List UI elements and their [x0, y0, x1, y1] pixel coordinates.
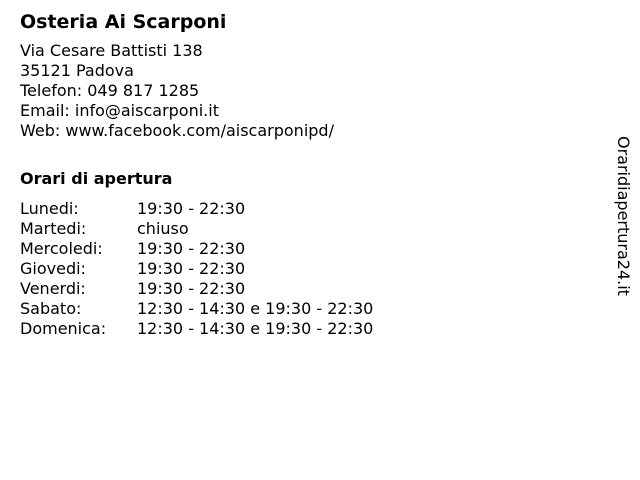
hours-time-value: 19:30 - 22:30 [137, 239, 246, 258]
hours-time-value: 19:30 - 22:30 [137, 279, 246, 298]
hours-row-saturday [20, 299, 600, 319]
hours-day-label: Sabato: [20, 299, 82, 318]
contact-info [20, 41, 600, 141]
site-watermark: Oraridiapertura24.it [614, 136, 633, 296]
hours-time-value: 12:30 - 14:30 e 19:30 - 22:30 [137, 299, 374, 318]
hours-day-label: Lunedi: [20, 199, 79, 218]
hours-day-label: Martedi: [20, 219, 87, 238]
hours-day-label: Mercoledi: [20, 239, 103, 258]
opening-hours-table [20, 199, 600, 339]
hours-day-label: Domenica: [20, 319, 107, 338]
address-city: 35121 Padova [20, 61, 134, 80]
hours-time-value: 19:30 - 22:30 [137, 199, 246, 218]
email-address: Email: info@aiscarponi.it [20, 101, 219, 120]
hours-row-wednesday [20, 239, 600, 259]
phone-number: Telefon: 049 817 1285 [20, 81, 200, 100]
hours-time-value: 19:30 - 22:30 [137, 259, 246, 278]
hours-row-tuesday [20, 219, 600, 239]
hours-row-thursday [20, 259, 600, 279]
hours-row-monday [20, 199, 600, 219]
restaurant-card [20, 10, 600, 339]
hours-time-value: chiuso [137, 219, 189, 238]
hours-day-label: Venerdi: [20, 279, 86, 298]
hours-row-friday [20, 279, 600, 299]
hours-time-value: 12:30 - 14:30 e 19:30 - 22:30 [137, 319, 374, 338]
hours-day-label: Giovedi: [20, 259, 86, 278]
opening-hours-title: Orari di apertura [20, 169, 173, 188]
website-url: Web: www.facebook.com/aiscarponipd/ [20, 121, 334, 140]
restaurant-name: Osteria Ai Scarponi [20, 11, 227, 33]
hours-row-sunday [20, 319, 600, 339]
address-street: Via Cesare Battisti 138 [20, 41, 203, 60]
